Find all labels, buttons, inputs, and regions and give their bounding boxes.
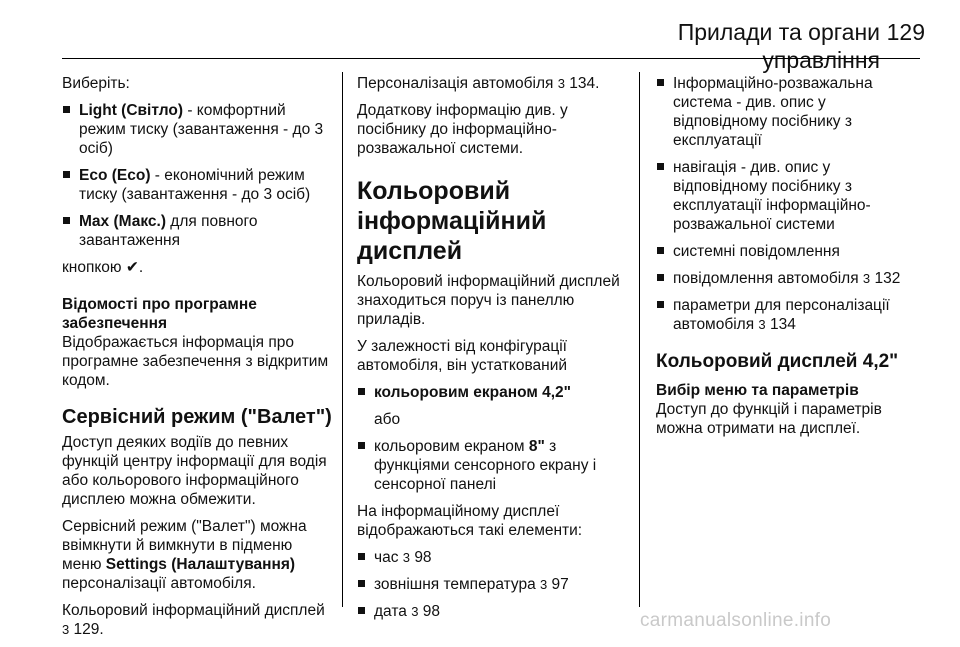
arrow-icon: 3 (758, 317, 766, 332)
list-item: зовнішня температура 3 97 (357, 575, 629, 594)
list-item: час 3 98 (357, 548, 629, 567)
paragraph: Доступ деяких водіїв до певних функцій центру інформації для водія або кольорового інформаційного дисплею можна обмежити. (62, 434, 327, 508)
paragraph: Доступ до функцій і параметрів можна отримати на дисплеї. (656, 401, 882, 437)
bullet-icon (358, 442, 365, 449)
bullet-icon (358, 388, 365, 395)
paragraph: Персоналізація автомобіля 3 134. (357, 75, 600, 92)
list-item (62, 212, 332, 250)
list-item: дата 3 98 (357, 602, 629, 621)
list-connector: або (374, 411, 401, 428)
list-item: параметри для персоналізації автомобіля 3 134 (656, 296, 924, 334)
bullet-icon (63, 106, 70, 113)
bullet-icon (657, 79, 664, 86)
bullet-icon (657, 163, 664, 170)
paragraph: Відображається інформація про програмне забезпечення з відкритим кодом. (62, 334, 329, 389)
paragraph: Додаткову інформацію див. у посібнику до інформаційно-розважальної системи. (357, 102, 568, 157)
bullet-icon (63, 217, 70, 224)
column-1 (62, 74, 332, 647)
paragraph: Виберіть: (62, 75, 130, 92)
list-item: повідомлення автомобіля 3 132 (656, 269, 924, 288)
option-label: Max (Макс.) (79, 213, 166, 230)
page-reference: 134 (769, 316, 796, 333)
paragraph: кнопкою ✔. (62, 259, 144, 276)
page-reference: 129. (73, 621, 104, 638)
list-item (62, 166, 332, 204)
bullet-icon (358, 553, 365, 560)
option-description: для повного завантаження (79, 213, 258, 249)
paragraph: Сервісний режим ("Валет") можна ввімкнути й вимкнути в підменю меню Settings (Налаштування) персоналізації автомобіля. (62, 518, 307, 592)
arrow-icon: 3 (862, 271, 871, 286)
section-heading: Сервісний режим ("Валет") (62, 406, 332, 428)
list-item: кольоровим екраном 4,2" (357, 383, 629, 402)
column-2 (357, 74, 629, 629)
page-reference: 132 (874, 270, 901, 287)
list-item: кольоровим екраном 8" з функціями сенсорного екрану і сенсорної панелі (357, 437, 629, 494)
arrow-icon: 3 (557, 76, 565, 91)
subheading: Вибір меню та параметрів (656, 382, 859, 399)
column-3 (656, 74, 924, 446)
arrow-icon: 3 (62, 622, 70, 637)
column-divider (639, 72, 640, 607)
bullet-icon (657, 301, 664, 308)
paragraph: На інформаційному дисплеї відображаються такі елементи: (357, 503, 583, 539)
bullet-icon (657, 247, 664, 254)
column-divider (342, 72, 343, 607)
paragraph: Кольоровий інформаційний дисплей знаходиться поруч із панеллю приладів. (357, 273, 620, 328)
paragraph: У залежності від конфігурації автомобіля, він устаткований (357, 338, 568, 374)
checkmark-icon: ✔ (125, 259, 139, 276)
bullet-icon (358, 607, 365, 614)
option-label: Light (Світло) (79, 102, 184, 119)
page-reference: 134. (569, 75, 600, 92)
watermark: carmanualsonline.info (640, 610, 832, 631)
section-heading: Кольоровий дисплей 4,2" (656, 351, 899, 372)
bullet-icon (657, 274, 664, 281)
page-number: 129 (886, 19, 925, 45)
list-item: Інформаційно-розважальна система - див. опис у відповідному посібнику з експлуатації (656, 74, 924, 150)
list-item: системні повідомлення (656, 242, 924, 261)
option-label: Eco (Eco) (79, 167, 151, 184)
page-reference: 97 (551, 576, 569, 593)
arrow-icon: 3 (540, 577, 548, 592)
page-header-title: Прилади та органи управління (677, 19, 880, 73)
list-item (62, 101, 332, 158)
subheading: Відомості про програмне забезпечення (62, 296, 257, 332)
page-reference: 98 (414, 549, 432, 566)
page-reference: 98 (422, 603, 440, 620)
bullet-icon (358, 580, 365, 587)
header-rule (62, 58, 920, 59)
option-description: - економічний режим тиску (завантаження - до 3 осіб) (79, 167, 311, 203)
arrow-icon: 3 (402, 550, 410, 565)
section-heading: Кольоровий інформаційний дисплей (357, 177, 547, 265)
option-description: - комфортний режим тиску (завантаження - до 3 осіб) (79, 102, 324, 157)
arrow-icon: 3 (411, 604, 419, 619)
paragraph: Кольоровий інформаційний дисплей 3 129. (62, 602, 325, 638)
bullet-icon (63, 171, 70, 178)
list-item: навігація - див. опис у відповідному посібнику з експлуатації інформаційно-розважальної системи (656, 158, 924, 234)
